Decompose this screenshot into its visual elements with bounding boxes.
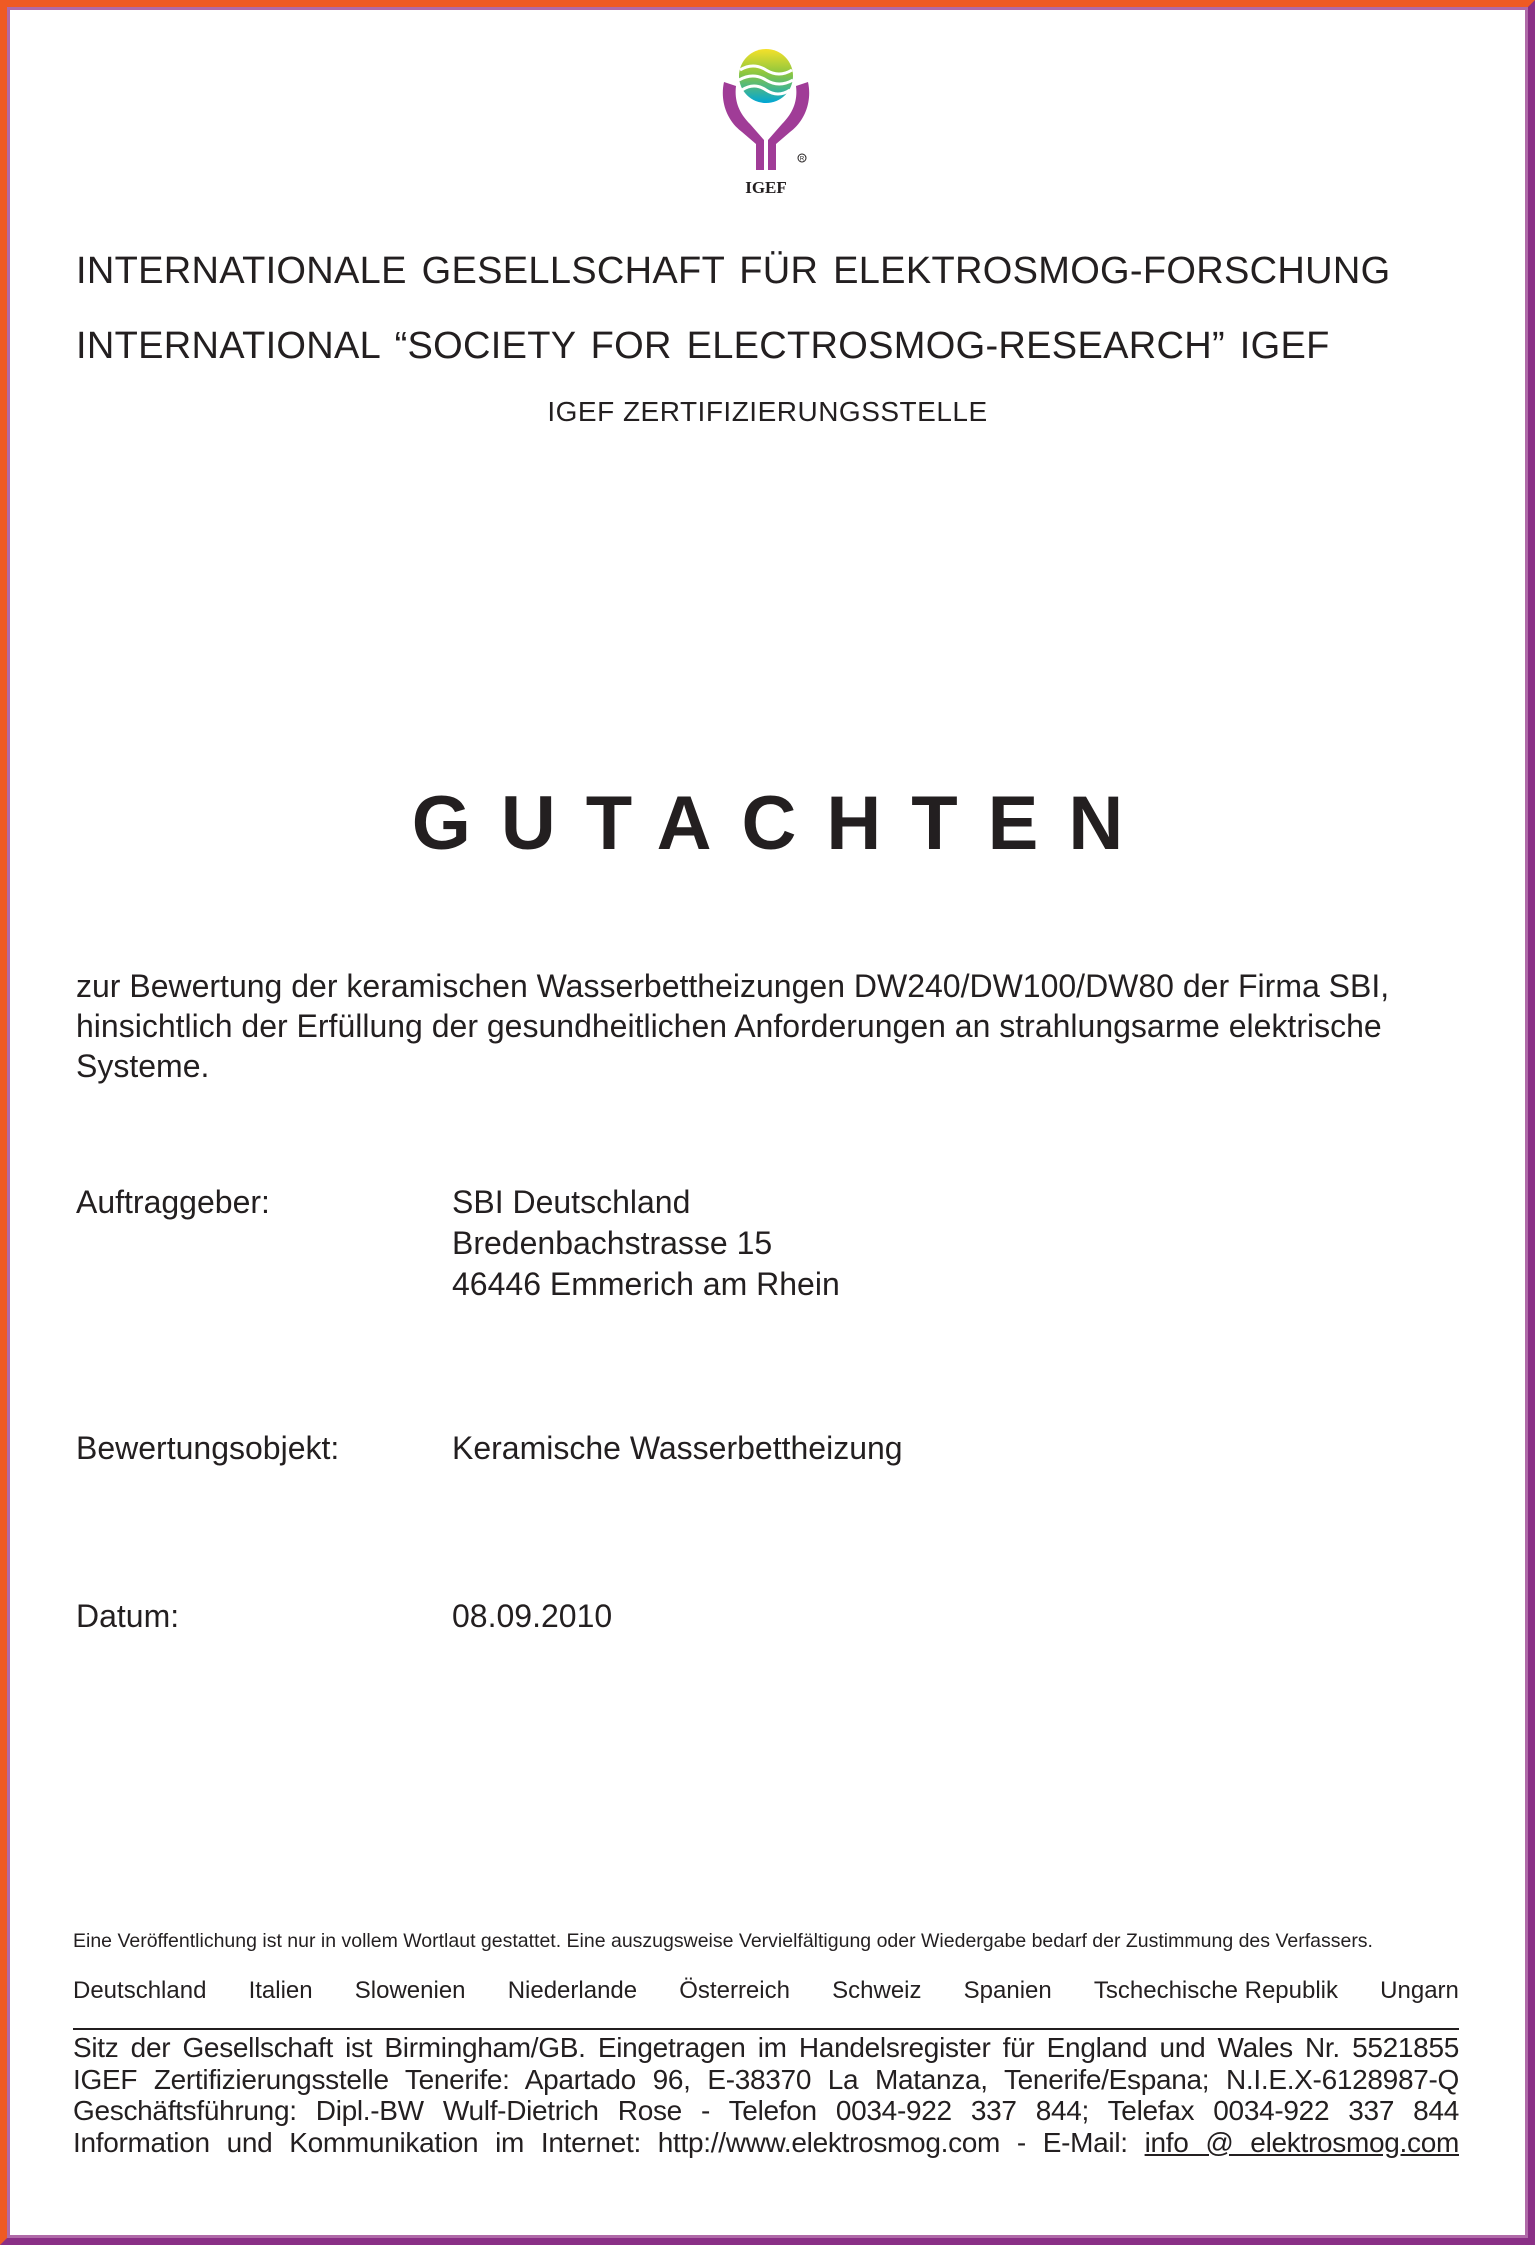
- footer-web-info: Information und Kommunikation im Internet: http://www.elektrosmog.com - E-Mail:: [73, 2126, 1128, 2158]
- footer-line: Geschäftsführung: Dipl.-BW Wulf-Dietrich Rose - Telefon 0034-922 337 844; Telefax 0034-922 337 844: [73, 2095, 1459, 2126]
- footer-line: Sitz der Gesellschaft ist Birmingham/GB. Eingetragen im Handelsregister für England und Wales Nr. 5521855: [73, 2032, 1459, 2063]
- intro-line: hinsichtlich der Erfüllung der gesundheitlichen Anforderungen an strahlungsarme elektrische: [76, 1008, 1382, 1044]
- footer: [73, 2032, 1459, 2158]
- country-item: Österreich: [679, 1977, 790, 2004]
- client-street: Bredenbachstrasse 15: [452, 1225, 773, 1261]
- document-title: GUTACHTEN: [411, 781, 1154, 866]
- footer-divider: [73, 2028, 1459, 2030]
- country-item: Ungarn: [1380, 1977, 1459, 2004]
- intro-line: Systeme.: [76, 1048, 210, 1084]
- date-label: Datum:: [76, 1598, 180, 1634]
- object-label: Bewertungsobjekt:: [76, 1430, 340, 1466]
- country-item: Slowenien: [354, 1977, 466, 2004]
- header-certification-body: IGEF ZERTIFIZIERUNGSSTELLE: [547, 396, 988, 427]
- country-item: Italien: [248, 1977, 313, 2004]
- footer-line: IGEF Zertifizierungsstelle Tenerife: Apartado 96, E-38370 La Matanza, Tenerife/Espana; N.I.E.X-6128987-Q: [73, 2063, 1459, 2095]
- client-address: [452, 1182, 840, 1305]
- object-value: Keramische Wasserbettheizung: [452, 1430, 903, 1466]
- country-item: Deutschland: [73, 1977, 207, 2004]
- date-value: 08.09.2010: [452, 1598, 613, 1634]
- country-list: [73, 1977, 1459, 2005]
- country-item: Niederlande: [507, 1977, 638, 2004]
- client-city: 46446 Emmerich am Rhein: [452, 1266, 840, 1302]
- hands-globe-icon: [716, 40, 816, 180]
- country-item: Spanien: [963, 1977, 1052, 2004]
- country-item: Tschechische Republik: [1093, 1977, 1339, 2004]
- email-link[interactable]: info @ elektrosmog.com: [1144, 2126, 1459, 2158]
- client-label: Auftraggeber:: [76, 1184, 270, 1220]
- footer-line: [73, 2127, 1459, 2159]
- header-english: INTERNATIONAL “SOCIETY FOR ELECTROSMOG-RESEARCH” IGEF: [76, 325, 1330, 367]
- header-german: INTERNATIONALE GESELLSCHAFT FÜR ELEKTROSMOG-FORSCHUNG: [76, 250, 1391, 292]
- client-name: SBI Deutschland: [452, 1184, 691, 1220]
- logo-text: IGEF: [745, 178, 787, 197]
- publication-notice: Eine Veröffentlichung ist nur in vollem Wortlaut gestattet. Eine auszugsweise Vervielfältigung oder Wiedergabe bedarf der Zustimmung des Verfassers.: [73, 1930, 1373, 1952]
- svg-text:R: R: [799, 156, 805, 163]
- country-item: Schweiz: [832, 1977, 922, 2004]
- intro-paragraph: [76, 966, 1476, 1086]
- igef-logo: [716, 40, 816, 200]
- intro-line: zur Bewertung der keramischen Wasserbettheizungen DW240/DW100/DW80 der Firma SBI,: [76, 968, 1390, 1004]
